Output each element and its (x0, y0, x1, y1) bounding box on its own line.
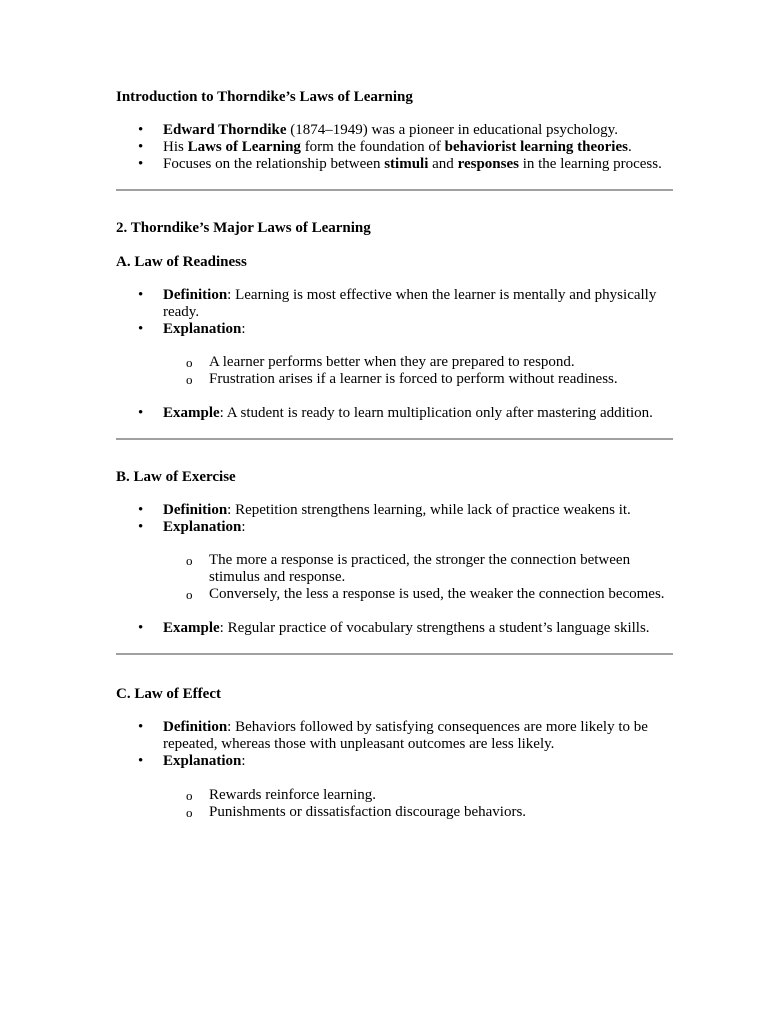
bold-term: Edward Thorndike (163, 122, 287, 138)
text-run: : (241, 519, 246, 535)
text-run: : (241, 321, 246, 337)
effect-heading: C. Law of Effect (116, 686, 221, 702)
list-item (116, 620, 672, 637)
bold-term: Definition (163, 287, 228, 303)
sub-list-item: o A learner performs better when they are prepared to respond. (163, 354, 672, 371)
text-run: (1874–1949) was a pioneer in educational psychology. (286, 122, 618, 138)
bold-term: Example (163, 405, 220, 421)
bold-term: responses (457, 156, 519, 172)
text-run: His (163, 139, 188, 155)
sub-list-item: o Frustration arises if a learner is forced to perform without readiness. (163, 371, 672, 388)
major-laws-heading: 2. Thorndike’s Major Laws of Learning (116, 220, 371, 236)
list-item (116, 156, 672, 173)
bold-term: Laws of Learning (187, 139, 301, 155)
effect-list (116, 719, 672, 770)
sub-list-item: o Rewards reinforce learning. (163, 787, 672, 804)
text-run: : Learning is most effective when the learner is mentally and physically ready. (163, 287, 657, 320)
bold-term: Example (163, 620, 220, 636)
list-item (116, 405, 672, 422)
bold-term: behaviorist learning theories (444, 139, 628, 155)
intro-heading: Introduction to Thorndike’s Laws of Learning (116, 89, 413, 105)
text-run: : Behaviors followed by satisfying consequences are more likely to be repeated, whereas those with unpleasant outcomes are less likely. (163, 719, 648, 752)
bold-term: Definition (163, 502, 228, 518)
text-run: : Repetition strengthens learning, while lack of practice weakens it. (227, 502, 631, 518)
list-item (116, 122, 672, 139)
text-run: and (428, 156, 458, 172)
readiness-list (116, 287, 672, 338)
list-item (116, 287, 672, 321)
intro-list (116, 122, 672, 173)
bold-term: stimuli (384, 156, 429, 172)
effect-sublist (163, 787, 672, 821)
text-run: in the learning process. (518, 156, 662, 172)
readiness-example-list (116, 405, 672, 422)
bold-term: Explanation (163, 519, 242, 535)
bold-term: Definition (163, 719, 228, 735)
list-item (116, 502, 672, 519)
sub-list-item: o Punishments or dissatisfaction discourage behaviors. (163, 804, 672, 821)
bold-term: Explanation (163, 321, 242, 337)
text-run: : (241, 753, 246, 769)
text-run: . (627, 139, 632, 155)
bold-term: Explanation (163, 753, 242, 769)
readiness-sublist (163, 354, 672, 388)
list-item (116, 519, 672, 536)
exercise-heading: B. Law of Exercise (116, 469, 236, 485)
list-item (116, 139, 672, 156)
sub-list-item: o Conversely, the less a response is used, the weaker the connection becomes. (163, 586, 672, 603)
text-run: : Regular practice of vocabulary strengthens a student’s language skills. (219, 620, 650, 636)
text-run: form the foundation of (300, 139, 445, 155)
readiness-heading: A. Law of Readiness (116, 254, 247, 270)
list-item (116, 753, 672, 770)
exercise-list (116, 502, 672, 536)
text-run: Focuses on the relationship between (163, 156, 385, 172)
list-item (116, 321, 672, 338)
list-item (116, 719, 672, 753)
exercise-sublist (163, 552, 672, 603)
text-run: : A student is ready to learn multiplication only after mastering addition. (219, 405, 653, 421)
sub-list-item: o The more a response is practiced, the stronger the connection between stimulus and response. (163, 552, 672, 586)
exercise-example-list (116, 620, 672, 637)
